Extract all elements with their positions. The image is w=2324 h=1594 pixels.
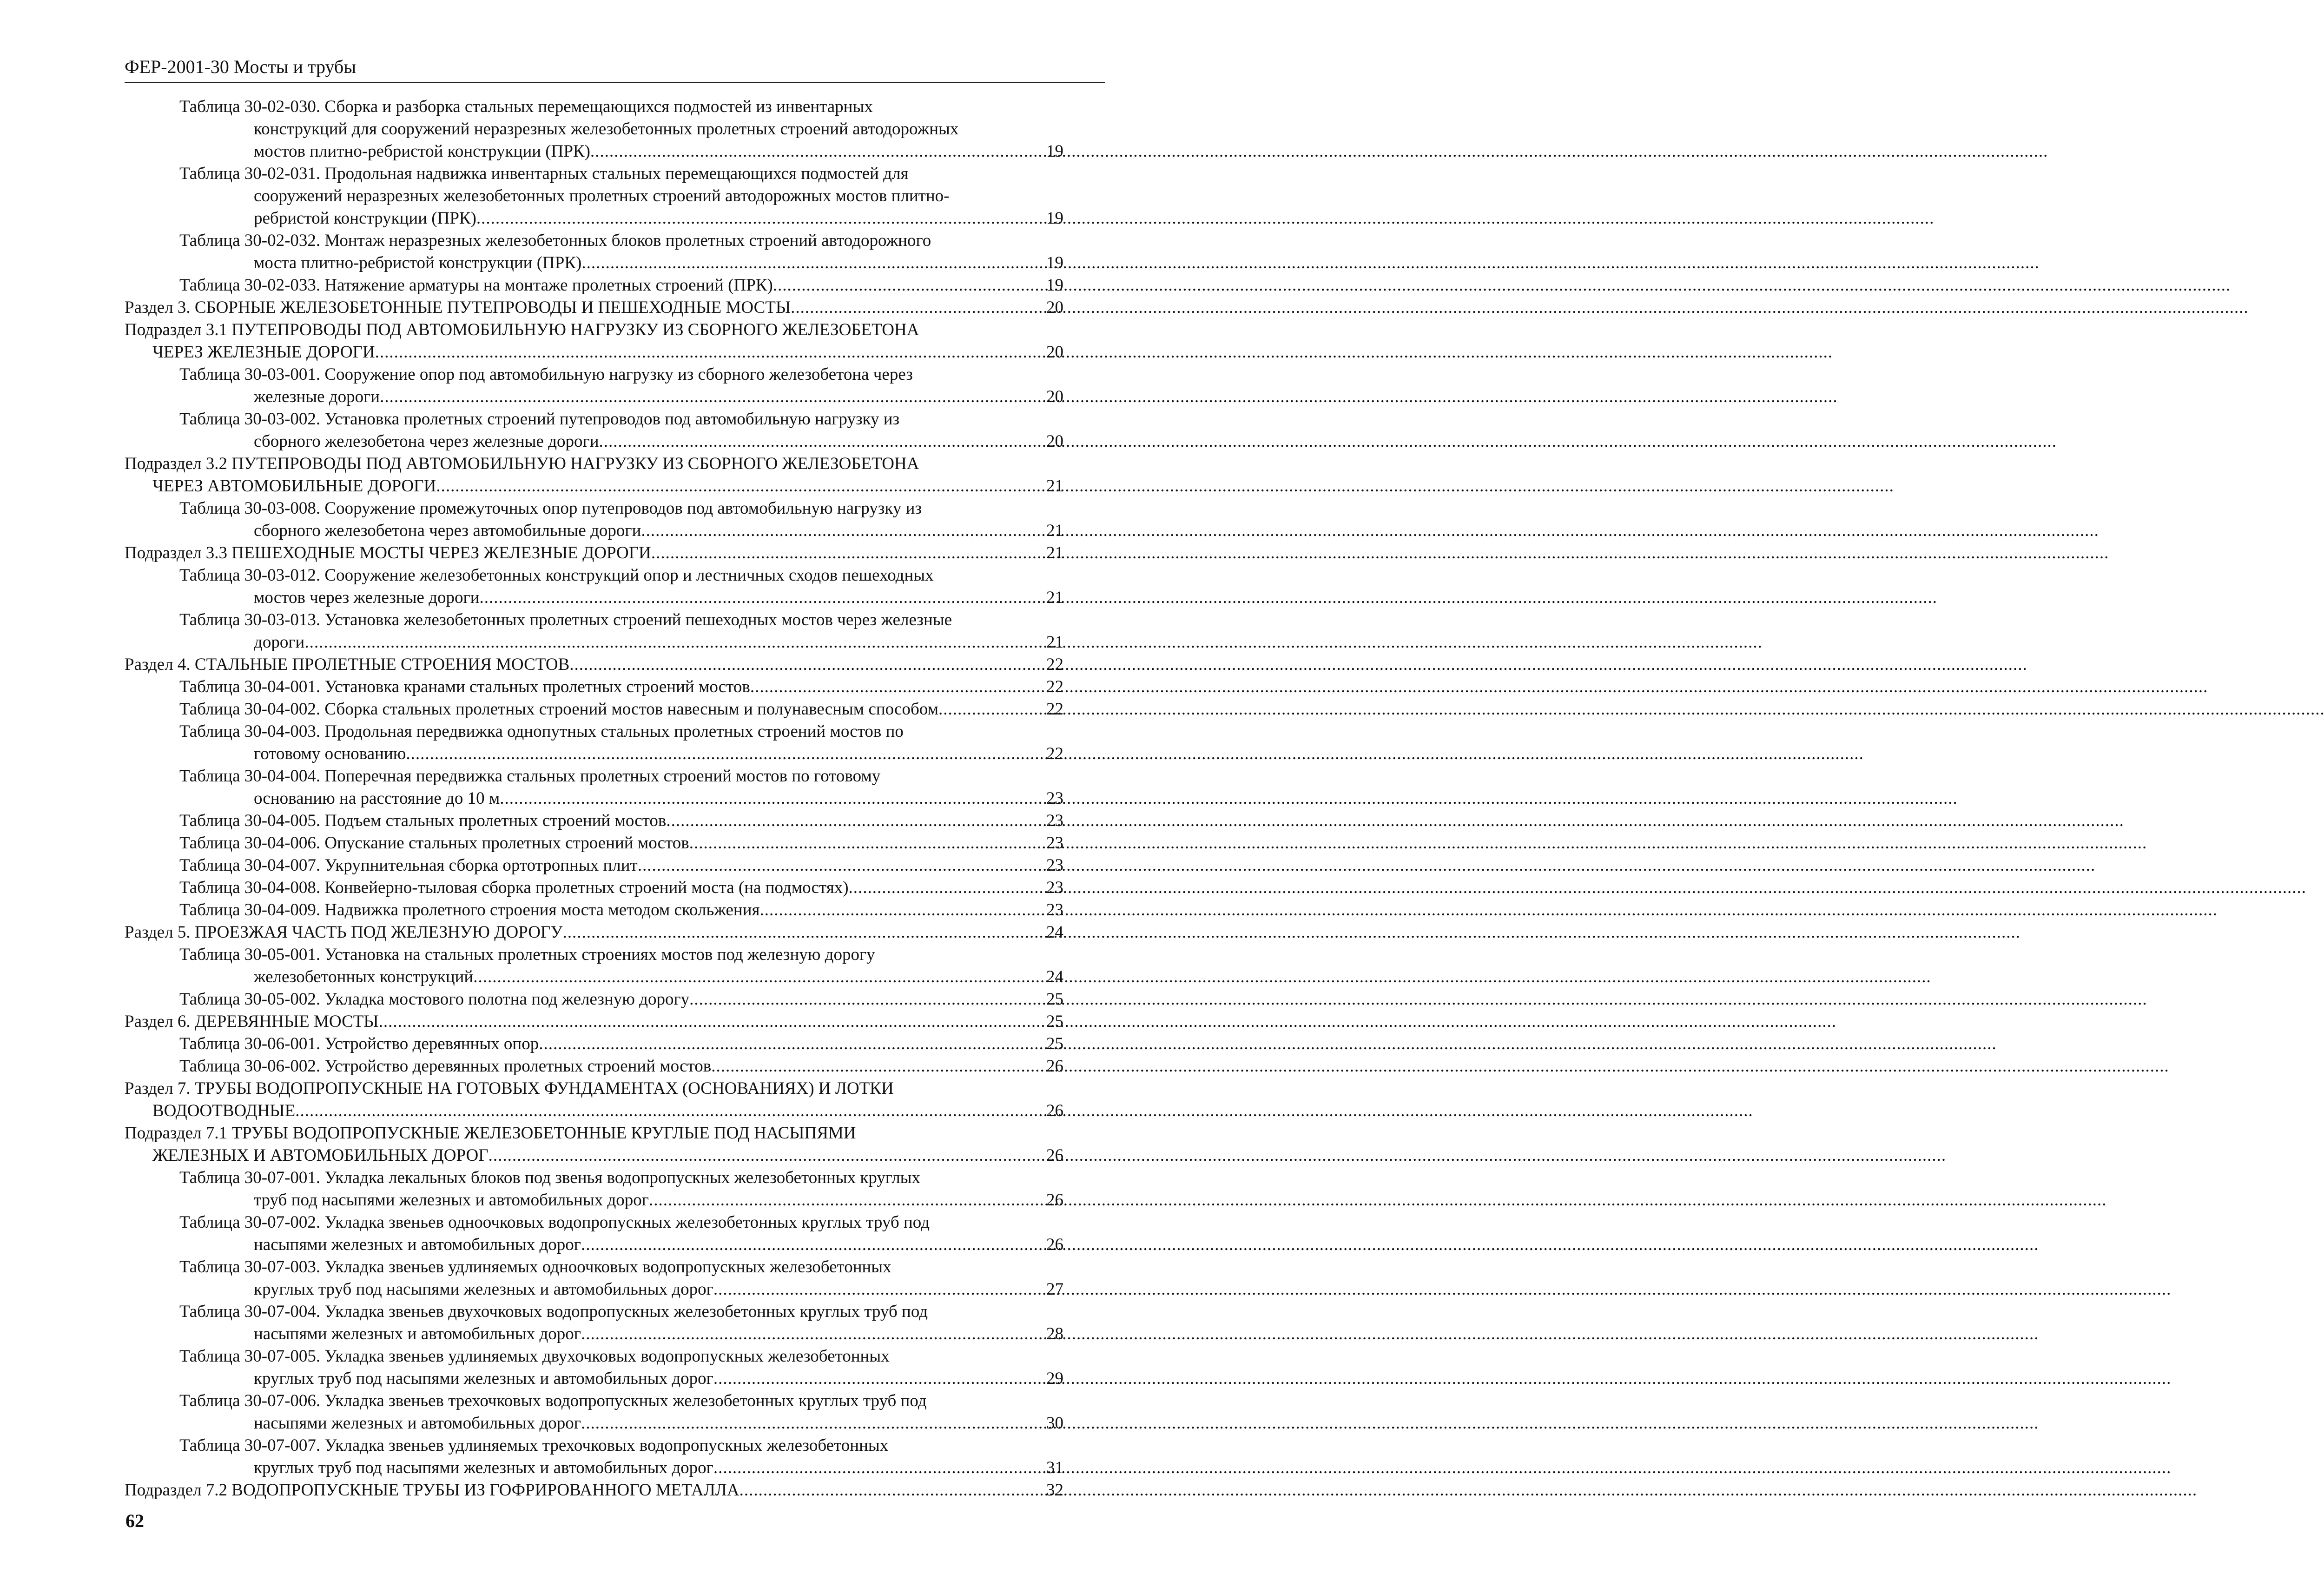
toc-entry-line <box>179 1457 1063 1479</box>
toc-page-number: 31 <box>1046 1458 1063 1477</box>
toc-entry-line: Таблица 30-07-003. Укладка звеньев удлиняемых одноочковых водопропускных железобетонных <box>179 1257 891 1277</box>
toc-entry-line <box>179 1368 1063 1390</box>
toc-page-number: 23 <box>1046 811 1063 830</box>
toc-entry-table[interactable] <box>125 1345 1063 1390</box>
toc-entry-table[interactable] <box>125 364 1063 408</box>
toc-page-number: 20 <box>1046 432 1063 451</box>
toc-entry-line <box>125 654 1063 676</box>
dot-leader <box>581 1323 1045 1345</box>
dot-leader <box>476 207 1045 230</box>
toc-entry-text: Таблица 30-04-008. Конвейерно-тыловая сборка пролетных строений моста (на подмостях) <box>179 878 849 897</box>
toc-entry-table[interactable] <box>125 1435 1063 1479</box>
toc-page-number: 27 <box>1046 1280 1063 1299</box>
toc-entry-text: Таблица 30-04-007. Укрупнительная сборка ортотропных плит <box>179 856 638 875</box>
toc-entry-table[interactable] <box>125 854 1063 877</box>
toc-page-number: 29 <box>1046 1369 1063 1388</box>
page-header <box>125 52 1105 83</box>
toc-entry-text: Раздел 6. ДЕРЕВЯННЫЕ МОСТЫ <box>125 1012 379 1031</box>
toc-page-number: 19 <box>1046 253 1063 272</box>
toc-entry-table[interactable] <box>125 1033 1063 1055</box>
dot-leader <box>563 921 1045 944</box>
toc-page-number: 23 <box>1046 878 1063 897</box>
dot-leader <box>651 542 1045 564</box>
dot-leader <box>295 1100 1045 1122</box>
toc-entry-subsection[interactable] <box>125 1479 1063 1501</box>
toc-entry-text: готовому основанию <box>254 744 406 763</box>
toc-entry-line <box>125 1144 1063 1167</box>
toc-entry-line <box>179 832 1063 854</box>
toc-entry-section[interactable] <box>125 297 1063 319</box>
toc-page-number: 22 <box>1046 700 1063 719</box>
toc-entry-line <box>179 676 1063 698</box>
toc-page-number: 23 <box>1046 900 1063 919</box>
toc-page-number: 22 <box>1046 677 1063 696</box>
toc-entry-line <box>179 274 1063 297</box>
toc-entry-line <box>179 877 1063 899</box>
toc-page-number: 26 <box>1046 1057 1063 1076</box>
toc-entry-text: Таблица 30-04-005. Подъем стальных пролетных строений мостов <box>179 811 667 830</box>
toc-entry-table[interactable] <box>125 698 1063 721</box>
toc-entry-line: Таблица 30-03-008. Сооружение промежуточных опор путепроводов под автомобильную нагрузку из <box>179 499 922 518</box>
toc-page-number: 21 <box>1046 521 1063 540</box>
dot-leader <box>380 386 1045 408</box>
toc-entry-text: насыпями железных и автомобильных дорог <box>254 1235 581 1254</box>
toc-entry-line <box>179 810 1063 832</box>
toc-entry-line <box>179 1055 1063 1078</box>
toc-entry-table[interactable] <box>125 1301 1063 1345</box>
toc-entry-line <box>125 1011 1063 1033</box>
toc-page-number: 21 <box>1046 633 1063 652</box>
toc-entry-line <box>179 966 1063 988</box>
toc-entry-line <box>125 921 1063 944</box>
toc-page-number: 30 <box>1046 1414 1063 1433</box>
toc-entry-line <box>179 252 1063 274</box>
toc-entry-line <box>179 1033 1063 1055</box>
toc-entry-table[interactable] <box>125 1211 1063 1256</box>
toc-entry-section[interactable] <box>125 921 1063 944</box>
toc-entry-table[interactable] <box>125 1390 1063 1435</box>
toc-entry-subsection[interactable] <box>125 1122 1063 1167</box>
toc-entry-text: насыпями железных и автомобильных дорог <box>254 1414 581 1433</box>
dot-leader <box>713 1457 1045 1479</box>
toc-entry-text: сборного железобетона через железные дороги <box>254 432 599 451</box>
dot-leader <box>379 1011 1045 1033</box>
toc-entry-table[interactable] <box>125 899 1063 921</box>
toc-entry-table[interactable] <box>125 810 1063 832</box>
toc-entry-line <box>179 631 1063 654</box>
toc-page-number: 22 <box>1046 744 1063 763</box>
toc-entry-table[interactable] <box>125 564 1063 609</box>
toc-page-number: 19 <box>1046 209 1063 228</box>
toc-page-number: 23 <box>1046 856 1063 875</box>
toc-entry-line: Таблица 30-07-004. Укладка звеньев двухочковых водопропускных железобетонных круглых труб под <box>179 1302 928 1321</box>
toc-entry-text: ЧЕРЕЗ АВТОМОБИЛЬНЫЕ ДОРОГИ <box>152 476 436 496</box>
toc-page-number: 25 <box>1046 990 1063 1009</box>
toc-entry-table[interactable] <box>125 1167 1063 1211</box>
toc-page-number: 26 <box>1046 1146 1063 1165</box>
toc-entry-section[interactable] <box>125 1011 1063 1033</box>
toc-entry-text: сборного железобетона через автомобильные дороги <box>254 521 641 540</box>
toc-page-number: 21 <box>1046 476 1063 496</box>
toc-entry-line <box>179 854 1063 877</box>
toc-entry-line: Таблица 30-07-002. Укладка звеньев одноочковых водопропускных железобетонных круглых труб под <box>179 1213 930 1232</box>
toc-entry-line: Таблица 30-07-006. Укладка звеньев трехочковых водопропускных железобетонных круглых труб под <box>179 1391 927 1410</box>
toc-entry-line: Таблица 30-07-001. Укладка лекальных блоков под звенья водопропускных железобетонных круглых <box>179 1168 921 1187</box>
toc-entry-table[interactable] <box>125 163 1063 230</box>
toc-entry-table[interactable] <box>125 832 1063 854</box>
toc-entry-line <box>179 698 1063 721</box>
dot-leader <box>500 787 1045 810</box>
toc-entry-text: Подраздел 7.2 ВОДОПРОПУСКНЫЕ ТРУБЫ ИЗ ГОФРИРОВАННОГО МЕТАЛЛА <box>125 1481 739 1500</box>
toc-entry-line: Таблица 30-02-032. Монтаж неразрезных железобетонных блоков пролетных строений автодорожного <box>179 231 931 250</box>
toc-page-number: 21 <box>1046 588 1063 607</box>
dot-leader <box>649 1189 1045 1211</box>
toc-entry-line <box>125 297 1063 319</box>
dot-leader <box>711 1055 1045 1078</box>
toc-entry-line <box>179 1234 1063 1256</box>
dot-leader <box>375 341 1045 364</box>
toc-entry-table[interactable] <box>125 408 1063 453</box>
toc-entry-table[interactable] <box>125 96 1063 163</box>
toc-entry-text: ЖЕЛЕЗНЫХ И АВТОМОБИЛЬНЫХ ДОРОГ <box>152 1146 489 1165</box>
toc-entry-line <box>179 587 1063 609</box>
dot-leader <box>713 1368 1045 1390</box>
toc-page-number: 19 <box>1046 142 1063 161</box>
toc-entry-section[interactable] <box>125 654 1063 676</box>
toc-entry-line: Таблица 30-04-003. Продольная передвижка однопутных стальных пролетных строений мостов по <box>179 722 904 741</box>
toc-entry-line <box>179 1323 1063 1345</box>
toc-entry-text: Таблица 30-06-001. Устройство деревянных опор <box>179 1034 539 1053</box>
toc-entry-line: Таблица 30-03-013. Установка железобетонных пролетных строений пешеходных мостов через железные <box>179 610 952 629</box>
toc-entry-table[interactable] <box>125 274 1063 297</box>
toc-page-number: 24 <box>1046 967 1063 986</box>
dot-leader <box>581 252 1045 274</box>
dot-leader <box>713 1278 1045 1301</box>
toc-entry-text: Раздел 5. ПРОЕЗЖАЯ ЧАСТЬ ПОД ЖЕЛЕЗНУЮ ДОРОГУ <box>125 923 563 942</box>
toc-entry-subsection[interactable] <box>125 542 1063 564</box>
dot-leader <box>406 743 1045 765</box>
toc-entry-line <box>125 1100 1063 1122</box>
toc-entry-line: конструкций для сооружений неразрезных железобетонных пролетных строений автодорожных <box>254 119 959 139</box>
toc-page-number: 20 <box>1046 343 1063 362</box>
toc-entry-line: Таблица 30-03-001. Сооружение опор под автомобильную нагрузку из сборного железобетона через <box>179 365 913 384</box>
dot-leader <box>304 631 1045 654</box>
toc-page-number: 21 <box>1046 543 1063 562</box>
toc-page-number: 25 <box>1046 1012 1063 1031</box>
toc-entry-table[interactable] <box>125 1055 1063 1078</box>
toc-entry-line <box>179 207 1063 230</box>
toc-entry-text: Таблица 30-04-009. Надвижка пролетного строения моста методом скольжения <box>179 900 760 919</box>
toc-entry-line: сооружений неразрезных железобетонных пролетных строений автодорожных мостов плитно- <box>254 186 950 205</box>
toc-entry-text: железные дороги <box>254 387 380 406</box>
toc-entry-line: Таблица 30-03-002. Установка пролетных строений путепроводов под автомобильную нагрузку из <box>179 410 900 429</box>
toc-entry-text: Раздел 4. СТАЛЬНЫЕ ПРОЛЕТНЫЕ СТРОЕНИЯ МОСТОВ <box>125 655 570 674</box>
dot-leader <box>473 966 1045 988</box>
toc-entry-line: Таблица 30-03-012. Сооружение железобетонных конструкций опор и лестничных сходов пешеходных <box>179 566 934 585</box>
document-title: ФЕР-2001-30 Мосты и трубы <box>125 56 357 77</box>
toc-page-number: 26 <box>1046 1191 1063 1210</box>
toc-entry-line: Таблица 30-02-030. Сборка и разборка стальных перемещающихся подмостей из инвентарных <box>179 97 873 116</box>
toc-entry-line: Таблица 30-05-001. Установка на стальных пролетных строениях мостов под железную дорогу <box>179 945 875 964</box>
dot-leader <box>641 520 1045 542</box>
toc-entry-subsection[interactable] <box>125 319 1063 364</box>
toc-entry-text: железобетонных конструкций <box>254 967 474 986</box>
toc-entry-table[interactable] <box>125 609 1063 654</box>
dot-leader <box>599 430 1045 453</box>
toc-entry-text: Таблица 30-04-006. Опускание стальных пролетных строений мостов <box>179 833 689 853</box>
dot-leader <box>569 654 1045 676</box>
toc-page-number: 25 <box>1046 1034 1063 1053</box>
toc-entry-line <box>179 1412 1063 1435</box>
toc-entry-table[interactable] <box>125 944 1063 988</box>
toc-page-number: 22 <box>1046 655 1063 674</box>
dot-leader <box>773 274 1045 297</box>
toc-entry-line <box>125 542 1063 564</box>
toc-entry-line <box>125 475 1063 497</box>
toc-entry-line <box>179 743 1063 765</box>
toc-entry-line <box>179 140 1063 163</box>
toc-entry-table[interactable] <box>125 230 1063 274</box>
toc-entry-text: мостов плитно-ребристой конструкции (ПРК) <box>254 142 590 161</box>
toc-entry-line: Подраздел 3.1 ПУТЕПРОВОДЫ ПОД АВТОМОБИЛЬНУЮ НАГРУЗКУ ИЗ СБОРНОГО ЖЕЛЕЗОБЕТОНА <box>125 320 919 339</box>
dot-leader <box>581 1412 1045 1435</box>
toc-entry-line <box>179 1278 1063 1301</box>
toc-entry-line <box>179 430 1063 453</box>
toc-entry-text: круглых труб под насыпями железных и автомобильных дорог <box>254 1280 713 1299</box>
toc-entry-line <box>179 386 1063 408</box>
toc-page-number: 23 <box>1046 833 1063 853</box>
dot-leader <box>750 676 1045 698</box>
toc-entry-text: Таблица 30-05-002. Укладка мостового полотна под железную дорогу <box>179 990 690 1009</box>
toc-entry-subsection[interactable] <box>125 453 1063 497</box>
toc-page-number: 19 <box>1046 276 1063 295</box>
toc-entry-text: Таблица 30-04-001. Установка кранами стальных пролетных строений мостов <box>179 677 750 696</box>
toc-entry-line <box>179 1189 1063 1211</box>
toc-entry-text: Подраздел 3.3 ПЕШЕХОДНЫЕ МОСТЫ ЧЕРЕЗ ЖЕЛЕЗНЫЕ ДОРОГИ <box>125 543 651 562</box>
toc-entry-line <box>179 787 1063 810</box>
dot-leader <box>436 475 1045 497</box>
toc-entry-text: дороги <box>254 633 305 652</box>
toc-entry-text: моста плитно-ребристой конструкции (ПРК) <box>254 253 582 272</box>
dot-leader <box>539 1033 1045 1055</box>
toc-entry-table[interactable] <box>125 721 1063 765</box>
toc-entry-line: Подраздел 7.1 ТРУБЫ ВОДОПРОПУСКНЫЕ ЖЕЛЕЗОБЕТОННЫЕ КРУГЛЫЕ ПОД НАСЫПЯМИ <box>125 1124 856 1143</box>
toc-entry-text: круглых труб под насыпями железных и автомобильных дорог <box>254 1369 713 1388</box>
toc-entry-line <box>125 1479 1063 1501</box>
toc-entry-line: Таблица 30-07-007. Укладка звеньев удлиняемых трехочковых водопропускных железобетонных <box>179 1436 889 1455</box>
toc-entry-line: Раздел 7. ТРУБЫ ВОДОПРОПУСКНЫЕ НА ГОТОВЫХ ФУНДАМЕНТАХ (ОСНОВАНИЯХ) И ЛОТКИ <box>125 1079 894 1098</box>
toc-entry-text: Раздел 3. СБОРНЫЕ ЖЕЛЕЗОБЕТОННЫЕ ПУТЕПРОВОДЫ И ПЕШЕХОДНЫЕ МОСТЫ <box>125 298 791 317</box>
toc-entry-table[interactable] <box>125 877 1063 899</box>
toc-entry-line <box>125 341 1063 364</box>
toc-entry-text: Таблица 30-04-002. Сборка стальных пролетных строений мостов навесным и полунавесным способом <box>179 700 939 719</box>
dot-leader <box>590 140 1045 163</box>
toc-entry-text: Таблица 30-02-033. Натяжение арматуры на монтаже пролетных строений (ПРК) <box>179 276 773 295</box>
toc-page-number: 28 <box>1046 1324 1063 1343</box>
dot-leader <box>791 297 1045 319</box>
toc-entry-table[interactable] <box>125 1256 1063 1301</box>
dot-leader <box>581 1234 1045 1256</box>
toc-entry-line: Таблица 30-04-004. Поперечная передвижка стальных пролетных строений мостов по готовому <box>179 767 881 786</box>
toc-entry-text: ребристой конструкции (ПРК) <box>254 209 476 228</box>
dot-leader <box>739 1479 1045 1501</box>
dot-leader <box>638 854 1045 877</box>
toc-entry-table[interactable] <box>125 676 1063 698</box>
dot-leader <box>666 810 1045 832</box>
toc-page-number: 20 <box>1046 298 1063 317</box>
toc-entry-line <box>179 899 1063 921</box>
dot-leader <box>480 587 1045 609</box>
dot-leader <box>689 832 1045 854</box>
toc-entry-table[interactable] <box>125 988 1063 1011</box>
toc-entry-table[interactable] <box>125 765 1063 810</box>
dot-leader <box>760 899 1045 921</box>
toc-page-number: 24 <box>1046 923 1063 942</box>
toc-entry-text: мостов через железные дороги <box>254 588 480 607</box>
toc-entry-line: Таблица 30-02-031. Продольная надвижка инвентарных стальных перемещающихся подмостей для <box>179 164 909 183</box>
toc-page-number: 32 <box>1046 1481 1063 1500</box>
dot-leader <box>689 988 1045 1011</box>
toc-entry-text: труб под насыпями железных и автомобильных дорог <box>254 1191 649 1210</box>
toc-entry-section[interactable] <box>125 1078 1063 1122</box>
toc-entry-line: Таблица 30-07-005. Укладка звеньев удлиняемых двухочковых водопропускных железобетонных <box>179 1347 890 1366</box>
toc-page-number: 20 <box>1046 387 1063 406</box>
toc-page-number: 26 <box>1046 1101 1063 1120</box>
toc-entry-line <box>179 520 1063 542</box>
toc-entry-text: Таблица 30-06-002. Устройство деревянных пролетных строений мостов <box>179 1057 712 1076</box>
toc-entry-text: ВОДООТВОДНЫЕ <box>152 1101 296 1120</box>
table-of-contents <box>125 96 1063 1501</box>
dot-leader <box>489 1144 1045 1167</box>
toc-entry-text: основанию на расстояние до 10 м <box>254 789 500 808</box>
toc-entry-line <box>179 988 1063 1011</box>
toc-entry-table[interactable] <box>125 497 1063 542</box>
toc-page-number: 26 <box>1046 1235 1063 1254</box>
toc-page-number: 23 <box>1046 789 1063 808</box>
toc-entry-text: ЧЕРЕЗ ЖЕЛЕЗНЫЕ ДОРОГИ <box>152 343 375 362</box>
dot-leader <box>938 698 1045 721</box>
toc-entry-text: круглых труб под насыпями железных и автомобильных дорог <box>254 1458 713 1477</box>
dot-leader <box>849 877 1045 899</box>
page-number: 62 <box>125 1510 144 1531</box>
toc-entry-text: насыпями железных и автомобильных дорог <box>254 1324 581 1343</box>
toc-entry-line: Подраздел 3.2 ПУТЕПРОВОДЫ ПОД АВТОМОБИЛЬНУЮ НАГРУЗКУ ИЗ СБОРНОГО ЖЕЛЕЗОБЕТОНА <box>125 454 919 473</box>
